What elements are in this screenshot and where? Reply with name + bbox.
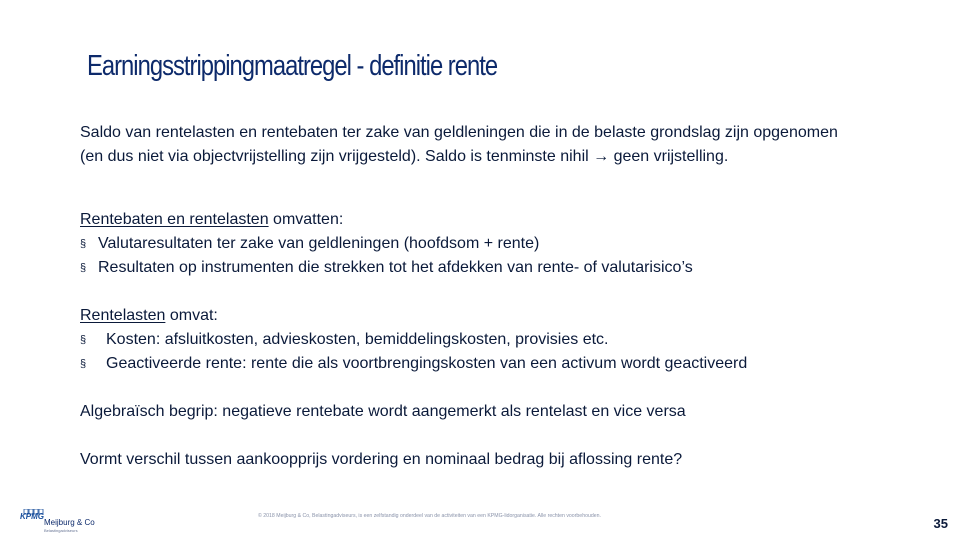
list-item-text: Kosten: afsluitkosten, advieskosten, bemiddelingskosten, provisies etc. [106, 331, 609, 348]
section-rentebaten-rentelasten [80, 208, 880, 280]
list-item [80, 232, 880, 256]
section-heading [80, 208, 880, 232]
footer-disclaimer: © 2018 Meijburg & Co, Belastingadviseurs, is een zelfstandig onderdeel van de activiteiten van een KPMG-lidorganisatie. Alle rechten voorbehouden. [258, 513, 601, 519]
section-heading [80, 304, 880, 328]
logo-name: Meijburg & Co [44, 518, 95, 527]
slide-title: Earningsstrippingmaatregel - definitie rente [87, 50, 498, 82]
section-rentelasten [80, 304, 880, 376]
section-heading-underlined: Rentebaten en rentelasten [80, 211, 269, 228]
intro-paragraph: Saldo van rentelasten en rentebaten ter zake van geldleningen die in de belaste grondslag zijn opgenomen (en dus niet via objectvrijstelling zijn vrijgesteld). Saldo is tenminste nihil → geen vrijstelling. [80, 124, 838, 165]
bullet-icon: § [80, 334, 87, 346]
list-item-text: Resultaten op instrumenten die strekken tot het afdekken van rente- of valutarisico’s [98, 259, 693, 276]
list-item [80, 328, 880, 352]
page-number: 35 [933, 516, 948, 531]
section-heading-underlined: Rentelasten [80, 307, 166, 324]
list-item-text: Geactiveerde rente: rente die als voortbrengingskosten van een activum wordt geactiveerd [106, 355, 748, 372]
list-item [80, 352, 880, 376]
section-heading-rest: omvatten: [268, 211, 344, 228]
list-item-text: Valutaresultaten ter zake van geldleningen (hoofdsom + rente) [98, 235, 540, 252]
algebraic-note: Algebraïsch begrip: negatieve rentebate wordt aangemerkt als rentelast en vice versa [80, 403, 686, 420]
list-item [80, 256, 880, 280]
bullet-icon: § [80, 262, 87, 274]
kpmg-wordmark: KPMG [20, 512, 44, 521]
section-heading-rest: omvat: [165, 307, 218, 324]
footer-logo [16, 504, 96, 536]
question-text: Vormt verschil tussen aankoopprijs vordering en nominaal bedrag bij aflossing rente? [80, 451, 683, 468]
logo-subtitle: Belastingadviseurs [44, 528, 78, 533]
bullet-icon: § [80, 358, 87, 370]
bullet-icon: § [80, 238, 87, 250]
